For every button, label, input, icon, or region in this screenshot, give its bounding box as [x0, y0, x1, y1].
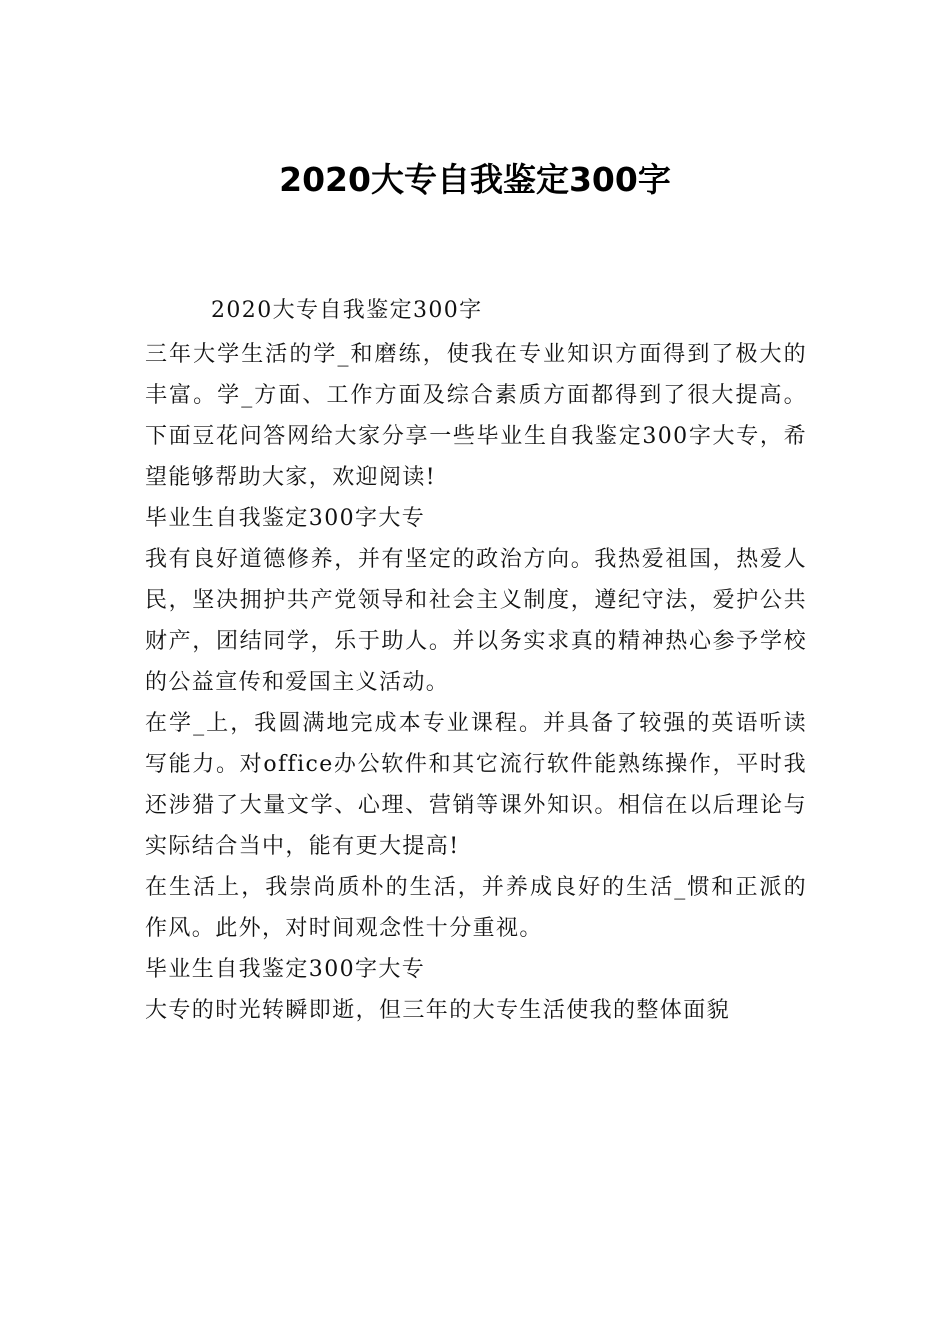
paragraph-intro: 三年大学生活的学_和磨练，使我在专业知识方面得到了极大的丰富。学_方面、工作方面及综合素质方面都得到了很大提高。下面豆花问答网给大家分享一些毕业生自我鉴定300字大专，希望能够帮助大家，欢迎阅读!	[145, 342, 807, 490]
document-body	[145, 290, 807, 1031]
body-subtitle: 2020大专自我鉴定300字	[211, 298, 483, 323]
paragraph-morality: 我有良好道德修养，并有坚定的政治方向。我热爱祖国，热爱人民，坚决拥护共产党领导和社会主义制度，遵纪守法，爱护公共财产，团结同学，乐于助人。并以务实求真的精神热心参予学校的公益宣传和爱国主义活动。	[145, 547, 807, 695]
section-heading-2: 毕业生自我鉴定300字大专	[145, 957, 426, 982]
paragraph-closing: 大专的时光转瞬即逝，但三年的大专生活使我的整体面貌	[145, 998, 731, 1023]
paragraph-study: 在学_上，我圆满地完成本专业课程。并具备了较强的英语听读写能力。对office办公软件和其它流行软件能熟练操作，平时我还涉猎了大量文学、心理、营销等课外知识。相信在以后理论与实际结合当中，能有更大提高!	[145, 711, 807, 859]
paragraph-life: 在生活上，我崇尚质朴的生活，并养成良好的生活_惯和正派的作风。此外，对时间观念性十分重视。	[145, 875, 807, 941]
section-heading-1: 毕业生自我鉴定300字大专	[145, 506, 426, 531]
document-title: 2020大专自我鉴定300字	[279, 160, 671, 199]
